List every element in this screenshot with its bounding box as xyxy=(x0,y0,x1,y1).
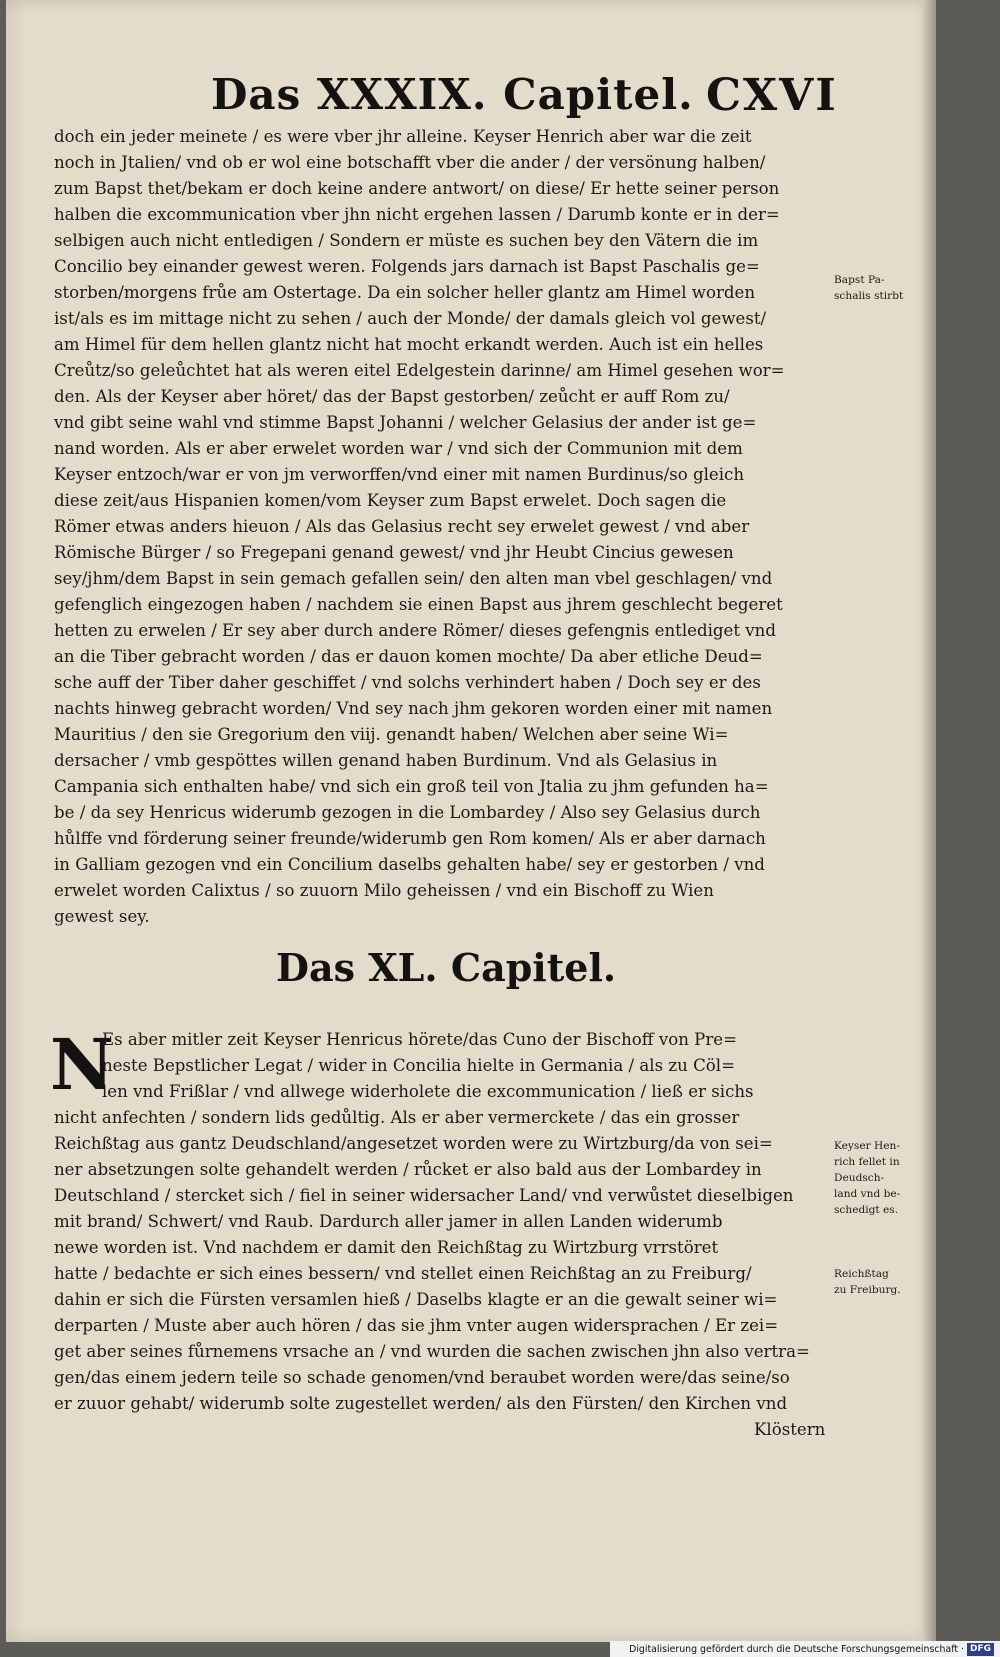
text-line: hetten zu erwelen / Er sey aber durch andere Römer/ dieses gefengnis entlediget vnd xyxy=(54,621,776,640)
footer-credit: Digitalisierung gefördert durch die Deutsche Forschungsgemeinschaft · xyxy=(629,1643,964,1655)
text-line: diese zeit/aus Hispanien komen/vom Keyser zum Bapst erwelet. Doch sagen die xyxy=(54,491,727,510)
chapter-title: Das XXXIX. Capitel. xyxy=(211,70,694,119)
text-line: sche auff der Tiber daher geschiffet / vnd solchs verhindert haben / Doch sey er des xyxy=(54,673,761,692)
margin-note-line: schalis stirbt xyxy=(834,290,904,302)
text-line: in Galliam gezogen vnd ein Concilium daselbs gehalten habe/ sey er gestorben / vnd xyxy=(54,855,765,874)
chapter-39-text xyxy=(54,124,834,930)
margin-note-line: Reichßtag xyxy=(834,1268,889,1280)
margin-note-line: schedigt es. xyxy=(834,1204,899,1216)
text-line: newe worden ist. Vnd nachdem er damit den Reichßtag zu Wirtzburg vrrstöret xyxy=(54,1238,719,1257)
dfg-logo-icon: DFG xyxy=(967,1643,994,1656)
text-line: Concilio bey einander gewest weren. Folgends jars darnach ist Bapst Paschalis ge= xyxy=(54,257,760,276)
text-line: zum Bapst thet/bekam er doch keine andere antwort/ on diese/ Er hette seiner person xyxy=(54,179,780,198)
text-line: nand worden. Als er aber erwelet worden war / vnd sich der Communion mit dem xyxy=(54,439,743,458)
text-line: Reichßtag aus gantz Deudschland/angesetzet worden were zu Wirtzburg/da von sei= xyxy=(54,1134,773,1153)
text-line: Creůtz/so geleůchtet hat als weren eitel Edelgestein darinne/ am Himel gesehen wor= xyxy=(54,361,785,380)
text-line: len vnd Frißlar / vnd allwege widerholete die excommunication / ließ er sichs xyxy=(102,1082,754,1101)
margin-note-line: Deudsch- xyxy=(834,1172,885,1184)
margin-note-line: Keyser Hen- xyxy=(834,1140,900,1152)
text-line: Mauritius / den sie Gregorium den viij. genandt haben/ Welchen aber seine Wi= xyxy=(54,725,729,744)
margin-note-line: rich fellet in xyxy=(834,1156,900,1168)
margin-note-diet-freiburg xyxy=(834,1266,930,1298)
margin-note-line: Bapst Pa- xyxy=(834,274,885,286)
text-line: er zuuor gehabt/ widerumb solte zugestellet werden/ als den Fürsten/ den Kirchen vnd xyxy=(54,1394,788,1413)
chapter-40-title: Das XL. Capitel. xyxy=(276,945,617,990)
folio-number: CXVI xyxy=(706,70,838,121)
text-line: Klöstern xyxy=(754,1420,826,1439)
margin-note-line: zu Freiburg. xyxy=(834,1284,901,1296)
text-line: hatte / bedachte er sich eines bessern/ vnd stellet einen Reichßtag an zu Freiburg/ xyxy=(54,1264,752,1283)
margin-note-line: land vnd be- xyxy=(834,1188,901,1200)
text-line: Es aber mitler zeit Keyser Henricus hörete/das Cuno der Bischoff von Pre= xyxy=(102,1030,737,1049)
text-line: storben/morgens frůe am Ostertage. Da ein solcher heller glantz am Himel worden xyxy=(54,283,756,302)
text-line: vnd gibt seine wahl vnd stimme Bapst Johanni / welcher Gelasius der ander ist ge= xyxy=(54,413,757,432)
text-line: Keyser entzoch/war er von jm verworffen/vnd einer mit namen Burdinus/so gleich xyxy=(54,465,745,484)
digitization-footer xyxy=(610,1641,1000,1657)
text-line: nachts hinweg gebracht worden/ Vnd sey nach jhm gekoren worden einer mit namen xyxy=(54,699,773,718)
chapter-40-text xyxy=(54,1027,834,1443)
text-line: gen/das einem jedern teile so schade genomen/vnd beraubet worden were/das seine/so xyxy=(54,1368,790,1387)
text-line: gewest sey. xyxy=(54,907,150,926)
drop-cap-initial: N xyxy=(50,1023,114,1106)
text-line: Campania sich enthalten habe/ vnd sich ein groß teil von Jtalia zu jhm gefunden ha= xyxy=(54,777,769,796)
text-line: get aber seines fůrnemens vrsache an / vnd wurden die sachen zwischen jhn also vertra= xyxy=(54,1342,810,1361)
text-line: an die Tiber gebracht worden / das er dauon komen mochte/ Da aber etliche Deud= xyxy=(54,647,763,666)
text-line: Römer etwas anders hieuon / Als das Gelasius recht sey erwelet gewest / vnd aber xyxy=(54,517,750,536)
text-line: halben die excommunication vber jhn nicht ergehen lassen / Darumb konte er in der= xyxy=(54,205,780,224)
text-line: Deutschland / stercket sich / fiel in seiner widersacher Land/ vnd verwůstet dieselbigen xyxy=(54,1186,794,1205)
text-line: doch ein jeder meinete / es were vber jhr alleine. Keyser Henrich aber war die zeit xyxy=(54,127,752,146)
book-page xyxy=(6,0,936,1642)
text-line: ner absetzungen solte gehandelt werden / růcket er also bald aus der Lombardey in xyxy=(54,1160,762,1179)
text-line: erwelet worden Calixtus / so zuuorn Milo geheissen / vnd ein Bischoff zu Wien xyxy=(54,881,714,900)
text-line: dahin er sich die Fürsten versamlen hieß / Daselbs klagte er an die gewalt seiner wi= xyxy=(54,1290,778,1309)
margin-note-pope-dies xyxy=(834,272,930,304)
text-line: mit brand/ Schwert/ vnd Raub. Dardurch aller jamer in allen Landen widerumb xyxy=(54,1212,723,1231)
text-line: be / da sey Henricus widerumb gezogen in die Lombardey / Also sey Gelasius durch xyxy=(54,803,761,822)
text-line: hůlffe vnd förderung seiner freunde/widerumb gen Rom komen/ Als er aber darnach xyxy=(54,829,766,848)
page-header xyxy=(6,70,936,130)
text-line: Römische Bürger / so Fregepani genand gewest/ vnd jhr Heubt Cincius gewesen xyxy=(54,543,734,562)
margin-note-emperor-invades xyxy=(834,1138,930,1218)
text-line: noch in Jtalien/ vnd ob er wol eine botschafft vber die ander / der versönung halben/ xyxy=(54,153,766,172)
text-line: sey/jhm/dem Bapst in sein gemach gefallen sein/ den alten man vbel geschlagen/ vnd xyxy=(54,569,773,588)
text-line: gefenglich eingezogen haben / nachdem sie einen Bapst aus jhrem geschlecht begeret xyxy=(54,595,783,614)
text-line: neste Bepstlicher Legat / wider in Concilia hielte in Germania / als zu Cöl= xyxy=(102,1056,735,1075)
text-line: den. Als der Keyser aber höret/ das der Bapst gestorben/ zeůcht er auff Rom zu/ xyxy=(54,387,730,406)
text-line: dersacher / vmb gespöttes willen genand haben Burdinum. Vnd als Gelasius in xyxy=(54,751,718,770)
page-spine-shadow xyxy=(922,0,936,1642)
text-line: derparten / Muste aber auch hören / das sie jhm vnter augen widersprachen / Er zei= xyxy=(54,1316,779,1335)
text-line: am Himel für dem hellen glantz nicht hat mocht erkandt werden. Auch ist ein helles xyxy=(54,335,764,354)
text-line: nicht anfechten / sondern lids gedůltig. Als er aber vermerckete / das ein grosser xyxy=(54,1108,740,1127)
text-line: selbigen auch nicht entledigen / Sondern er müste es suchen bey den Vätern die im xyxy=(54,231,759,250)
text-line: ist/als es im mittage nicht zu sehen / auch der Monde/ der damals gleich vol gewest/ xyxy=(54,309,767,328)
